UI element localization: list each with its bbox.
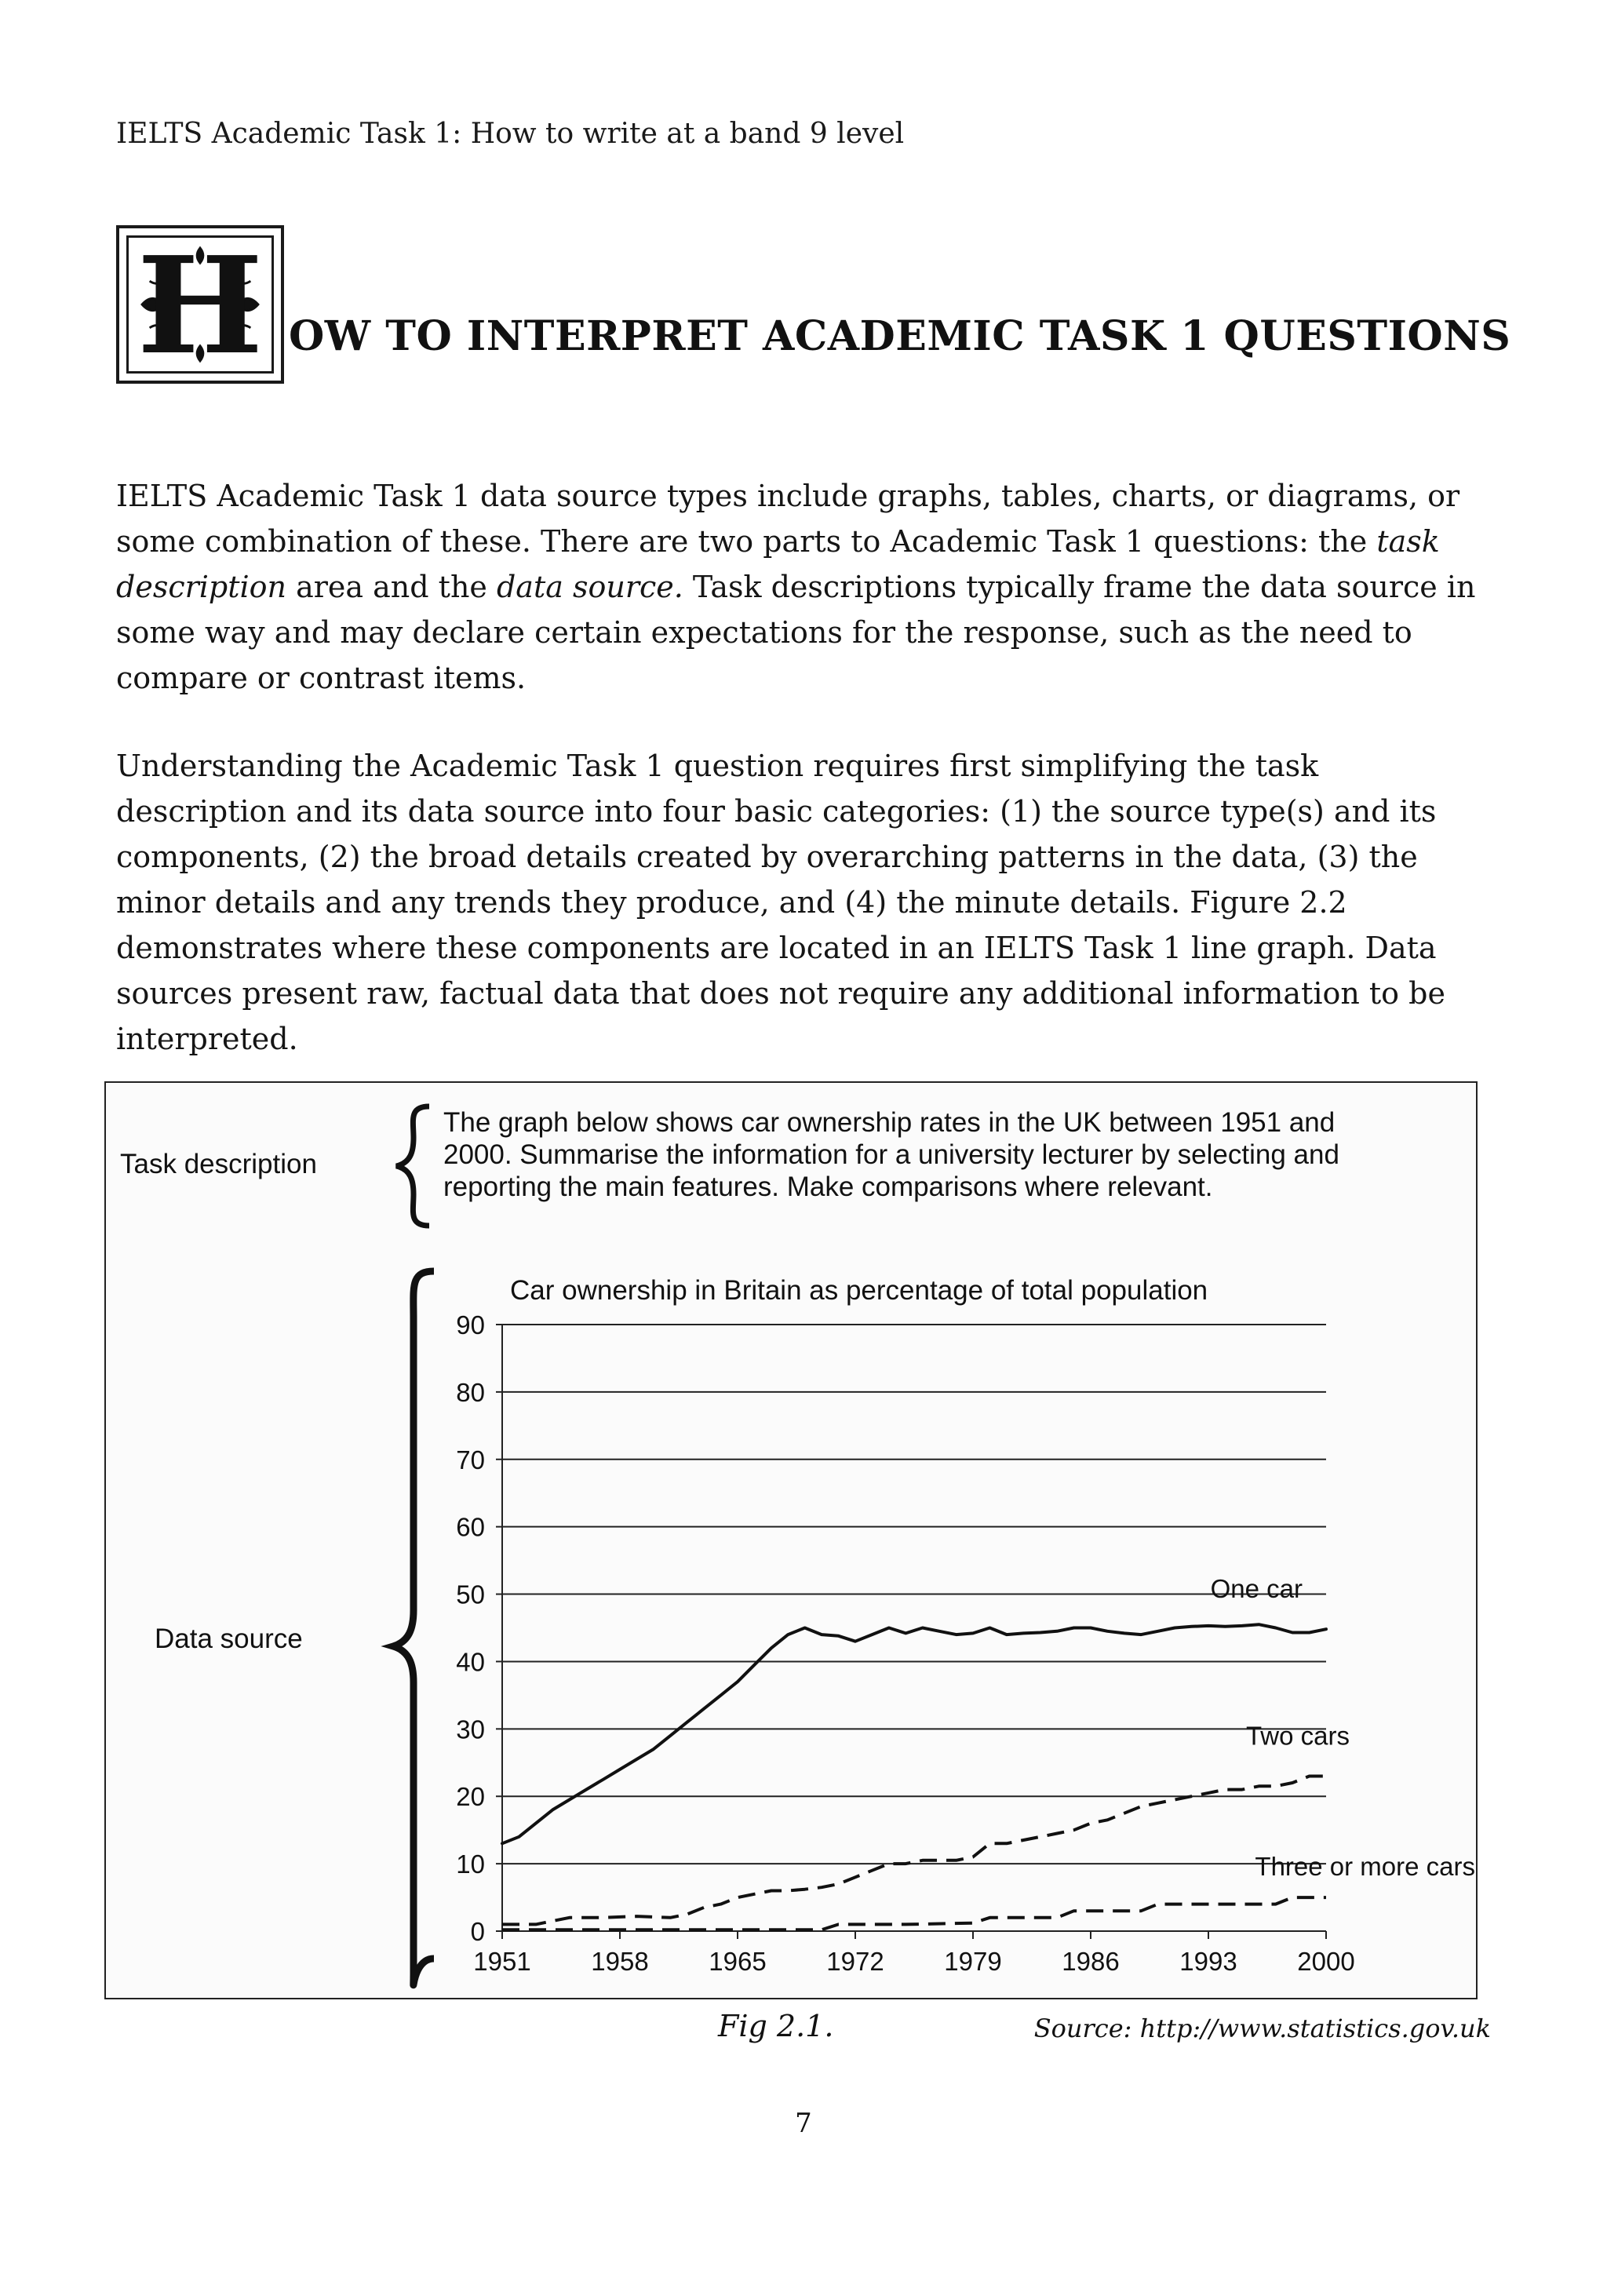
- y-tick-label-40: 40: [456, 1647, 485, 1677]
- drop-cap-letter: H: [137, 228, 264, 384]
- y-tick-label-80: 80: [456, 1377, 485, 1407]
- series-label-one-car: One car: [1210, 1574, 1303, 1604]
- y-tick-label-0: 0: [470, 1917, 485, 1946]
- series-label-two-cars: Two cars: [1245, 1721, 1350, 1751]
- term-data-source: data source.: [496, 570, 683, 604]
- y-tick-label-10: 10: [456, 1850, 485, 1879]
- term-task-description: task description: [116, 524, 1440, 604]
- chapter-heading: [116, 222, 1510, 384]
- figure-source: Source: http://www.statistics.gov.uk: [1033, 2014, 1491, 2043]
- task-line-1: The graph below shows car ownership rates in the UK between 1951 and: [443, 1107, 1336, 1138]
- data-source-label: Data source: [155, 1624, 303, 1654]
- x-tick-label-1965: 1965: [709, 1947, 767, 1976]
- y-tick-label-20: 20: [456, 1782, 485, 1812]
- task-description-label: Task description: [120, 1149, 317, 1179]
- y-tick-label-70: 70: [456, 1445, 485, 1474]
- drop-cap: [116, 225, 284, 384]
- x-tick-label-1972: 1972: [826, 1947, 884, 1976]
- paragraph-intro: [116, 473, 1497, 701]
- running-head: IELTS Academic Task 1: How to write at a band 9 level: [116, 118, 905, 150]
- paragraph-intro-part1: IELTS Academic Task 1 data source types include graphs, tables, charts, or diagrams, or some combination of these. There are two parts to Academic Task 1 questions: the: [116, 479, 1460, 559]
- page-number: 7: [795, 2108, 812, 2139]
- paragraph-understanding-text: Understanding the Academic Task 1 question requires first simplifying the task description and its data source into four basic categories: (1) the source type(s) and its components, (2) the broad details created by overarching patterns in the data, (3) the minor details and any trends they produce, and (4) the minute details. Figure 2.2 demonstrates where these components are located in an IELTS Task 1 line graph. Data sources present raw, factual data that does not require any additional information to be interpreted.: [116, 749, 1445, 1056]
- figure-caption: Fig 2.1.: [718, 2009, 834, 2043]
- series-line-two-cars: [502, 1777, 1326, 1925]
- y-tick-label-90: 90: [456, 1310, 485, 1339]
- series-line-one-car: [502, 1624, 1326, 1843]
- paragraph-intro-part3: Task descriptions typically frame the data source in some way and may declare certain expectations for the response, such as the need to compare or contrast items.: [116, 570, 1476, 695]
- y-tick-label-60: 60: [456, 1512, 485, 1542]
- paragraph-intro-part2: area and the: [286, 570, 497, 604]
- x-tick-label-1979: 1979: [944, 1947, 1002, 1976]
- x-tick-label-1986: 1986: [1062, 1947, 1120, 1976]
- line-chart: [456, 1310, 1475, 1976]
- paragraph-understanding: [116, 743, 1497, 1062]
- data-brace-icon: [393, 1271, 434, 1985]
- task-line-2: 2000. Summarise the information for a university lecturer by selecting and: [443, 1139, 1339, 1170]
- x-tick-label-2000: 2000: [1297, 1947, 1355, 1976]
- task-line-3: reporting the main features. Make comparisons where relevant.: [443, 1172, 1213, 1202]
- x-tick-label-1951: 1951: [473, 1947, 531, 1976]
- figure-svg: [106, 1083, 1476, 1998]
- y-tick-label-30: 30: [456, 1715, 485, 1744]
- series-line-three-or-more-cars: [502, 1897, 1326, 1930]
- figure-box: [104, 1081, 1478, 1999]
- y-tick-label-50: 50: [456, 1580, 485, 1609]
- heading-rest: OW TO INTERPRET ACADEMIC TASK 1 QUESTIONS: [289, 312, 1511, 360]
- x-tick-label-1993: 1993: [1179, 1947, 1237, 1976]
- chart-title: Car ownership in Britain as percentage of total population: [510, 1275, 1208, 1306]
- x-tick-label-1958: 1958: [591, 1947, 649, 1976]
- task-brace-icon: [396, 1106, 429, 1226]
- series-label-three-or-more-cars: Three or more cars: [1255, 1852, 1475, 1882]
